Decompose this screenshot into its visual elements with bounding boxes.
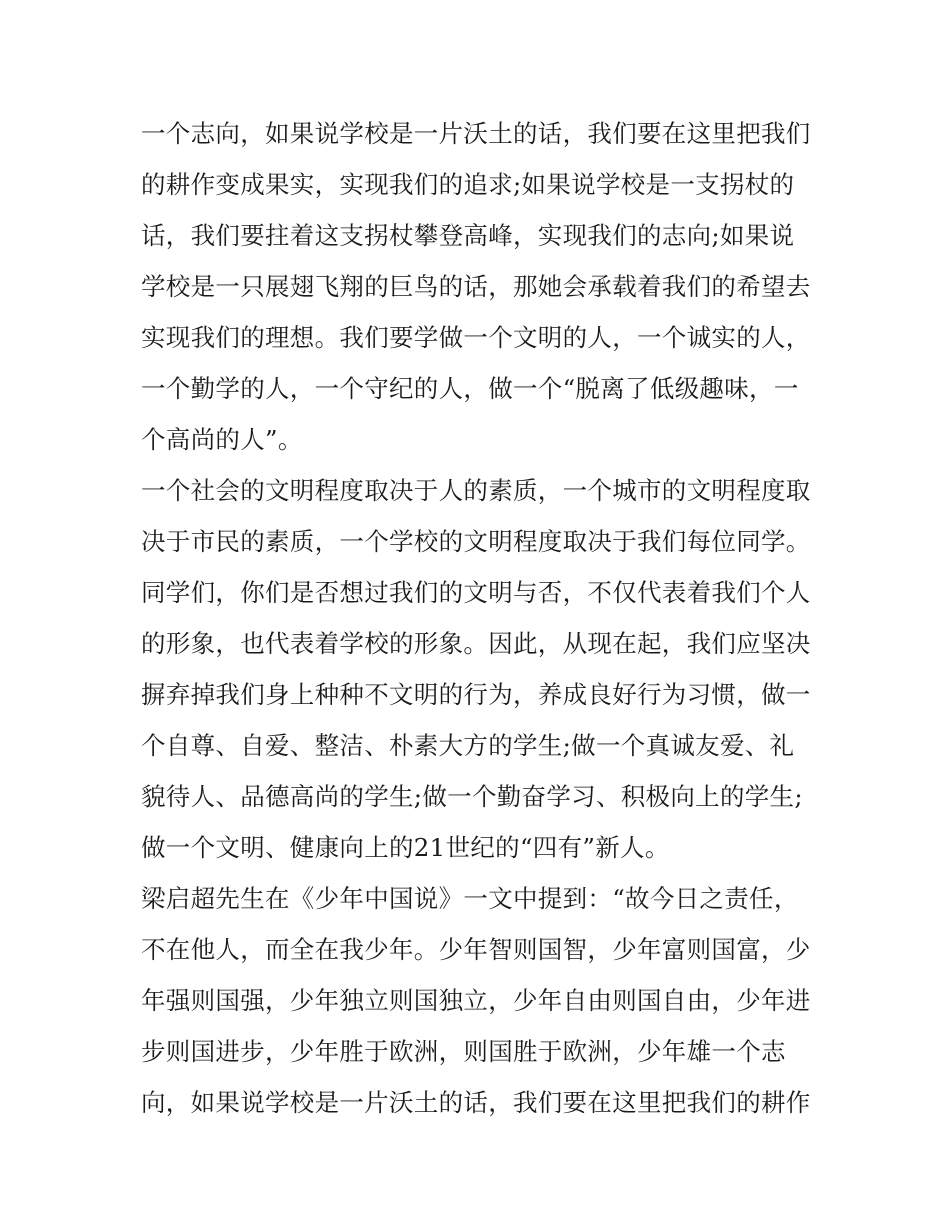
body-text	[141, 108, 821, 1128]
text-line: 的形象，也代表着学校的形象。因此，从现在起，我们应坚决	[141, 629, 811, 658]
text-line: 向，如果说学校是一片沃土的话，我们要在这里把我们的耕作	[141, 1088, 811, 1117]
text-line: 学校是一只展翅飞翔的巨鸟的话，那她会承载着我们的希望去	[141, 272, 811, 301]
text-line: 摒弃掉我们身上种种不文明的行为，养成良好行为习惯，做一	[141, 680, 811, 709]
text-line: 实现我们的理想。我们要学做一个文明的人，一个诚实的人，	[141, 323, 811, 352]
text-line: 不在他人，而全在我少年。少年智则国智，少年富则国富，少	[141, 935, 811, 964]
text-line: 决于市民的素质，一个学校的文明程度取决于我们每位同学。	[141, 527, 811, 556]
text-line: 梁启超先生在《少年中国说》一文中提到：“故今日之责任，	[141, 884, 799, 913]
text-line: 同学们，你们是否想过我们的文明与否，不仅代表着我们个人	[141, 578, 811, 607]
text-line: 年强则国强，少年独立则国独立，少年自由则国自由，少年进	[141, 986, 811, 1015]
text-line: 话，我们要拄着这支拐杖攀登高峰，实现我们的志向;如果说	[141, 221, 795, 250]
text-line: 的耕作变成果实，实现我们的追求;如果说学校是一支拐杖的	[141, 170, 795, 199]
text-line: 一个勤学的人，一个守纪的人，做一个“脱离了低级趣味，一	[141, 374, 799, 403]
text-line: 貌待人、品德高尚的学生;做一个勤奋学习、积极向上的学生;	[141, 782, 803, 811]
text-line: 一个社会的文明程度取决于人的素质，一个城市的文明程度取	[141, 476, 811, 505]
text-line: 步则国进步，少年胜于欧洲，则国胜于欧洲，少年雄一个志	[141, 1037, 786, 1066]
text-line: 个自尊、自爱、整洁、朴素大方的学生;做一个真诚友爱、礼	[141, 731, 795, 760]
text-line: 一个志向，如果说学校是一片沃土的话，我们要在这里把我们	[141, 119, 811, 148]
text-line: 做一个文明、健康向上的21世纪的“四有”新人。	[141, 833, 670, 862]
text-line: 个高尚的人”。	[141, 425, 303, 454]
